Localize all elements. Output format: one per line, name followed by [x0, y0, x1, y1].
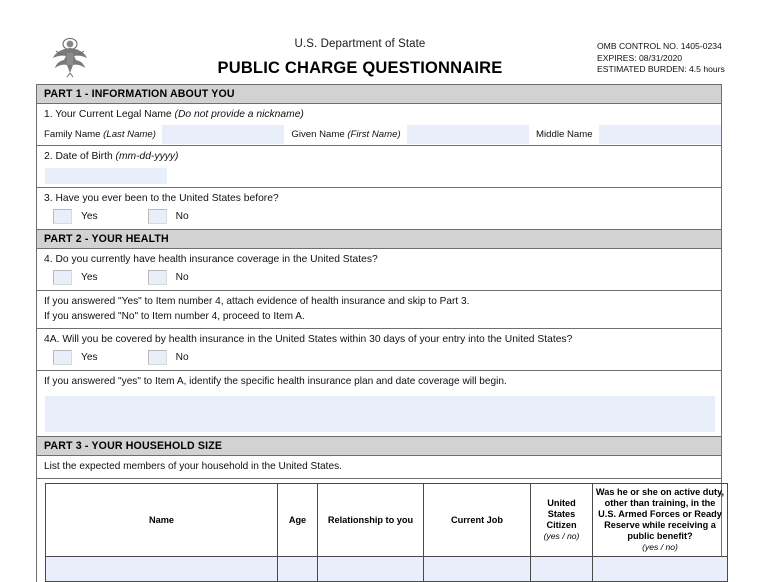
question-4a-no-label: No	[175, 352, 189, 363]
question-3-yes-label: Yes	[81, 211, 98, 222]
question-1-label	[37, 104, 721, 124]
date-format-hint: (mm-dd-yyyy)	[115, 151, 179, 162]
item-a-instructions: If you answered "yes" to Item A, identify the specific health insurance plan and date coverage will begin.	[44, 376, 507, 387]
questionnaire-form	[36, 84, 725, 582]
document-header	[0, 0, 768, 84]
question-4-instructions	[37, 291, 721, 328]
agency-name: U.S. Department of State	[294, 38, 426, 50]
question-4-yes-checkbox[interactable]	[53, 270, 72, 285]
part-3-instruction-row	[37, 456, 721, 480]
middle-name-label: Middle Name	[536, 129, 593, 140]
cell-name[interactable]	[46, 557, 278, 582]
column-header-us-citizen: United States Citizen (yes / no)	[531, 484, 593, 557]
given-name-input[interactable]	[407, 125, 529, 144]
cell-relationship[interactable]	[318, 557, 424, 582]
instruction-no: If you answered "No" to Item number 4, proceed to Item A.	[44, 310, 305, 322]
header-title-block	[150, 38, 570, 78]
family-name-input[interactable]	[162, 125, 284, 144]
household-instruction: List the expected members of your household in the United States.	[44, 460, 342, 472]
omb-control-number: OMB CONTROL NO. 1405-0234	[597, 41, 722, 51]
omb-info-block	[597, 41, 725, 76]
question-2-row	[37, 146, 721, 188]
question-3-no-checkbox[interactable]	[148, 209, 167, 224]
table-header-row	[46, 484, 728, 557]
item-a-detail-row	[37, 371, 721, 437]
question-4-row	[37, 249, 721, 291]
question-2-text: 2. Date of Birth	[44, 151, 116, 162]
cell-military-service[interactable]	[593, 557, 728, 582]
middle-name-input[interactable]	[599, 125, 721, 144]
omb-expiration: EXPIRES: 08/31/2020	[597, 52, 683, 63]
omb-estimated-burden: ESTIMATED BURDEN: 4.5 hours	[597, 64, 725, 75]
question-3-answers	[37, 208, 721, 229]
page-title: PUBLIC CHARGE QUESTIONNAIRE	[217, 59, 503, 77]
question-4a-yes-checkbox[interactable]	[53, 350, 72, 365]
household-table-wrapper	[37, 479, 725, 582]
cell-current-job[interactable]	[424, 557, 531, 582]
legal-name-fields	[37, 124, 721, 145]
column-header-military-service: Was he or she on active duty, other than training, in the U.S. Armed Forces or Ready Reserve while receiving a public benefit? (yes / no)	[593, 484, 728, 557]
question-2-label	[37, 146, 721, 166]
family-name-label: Family Name (Last Name)	[44, 129, 156, 140]
question-4-label: 4. Do you currently have health insurance coverage in the United States?	[44, 254, 378, 265]
question-3-label: 3. Have you ever been to the United States before?	[44, 193, 279, 204]
cell-age[interactable]	[278, 557, 318, 582]
table-row	[46, 557, 728, 582]
part-2-header: PART 2 - YOUR HEALTH	[37, 230, 721, 249]
question-4-instructions-row	[37, 291, 721, 329]
question-4a-no-checkbox[interactable]	[148, 350, 167, 365]
part-3-header: PART 3 - YOUR HOUSEHOLD SIZE	[37, 437, 721, 456]
question-4a-yes-label: Yes	[81, 352, 98, 363]
question-4a-row	[37, 329, 721, 371]
question-3-no-label: No	[175, 211, 189, 222]
date-of-birth-input[interactable]	[45, 168, 167, 184]
question-3-yes-checkbox[interactable]	[53, 209, 72, 224]
column-header-relationship: Relationship to you	[318, 484, 424, 557]
question-4-answers	[37, 269, 721, 290]
part-1-header: PART 1 - INFORMATION ABOUT YOU	[37, 85, 721, 104]
column-header-current-job: Current Job	[424, 484, 531, 557]
question-4-yes-label: Yes	[81, 272, 98, 283]
question-3-row	[37, 188, 721, 230]
table-body	[46, 557, 728, 582]
question-4-no-label: No	[175, 272, 189, 283]
column-header-age: Age	[278, 484, 318, 557]
insurance-plan-textarea[interactable]	[45, 396, 715, 432]
instruction-yes: If you answered "Yes" to Item number 4, attach evidence of health insurance and skip to Part 3.	[44, 296, 470, 307]
household-members-table	[45, 483, 728, 582]
question-4a-answers	[37, 349, 721, 370]
question-1-hint: (Do not provide a nickname)	[174, 109, 304, 120]
cell-us-citizen[interactable]	[531, 557, 593, 582]
question-4-no-checkbox[interactable]	[148, 270, 167, 285]
question-1-row	[37, 104, 721, 146]
given-name-label: Given Name (First Name)	[291, 129, 401, 140]
question-4a-label: 4A. Will you be covered by health insurance in the United States within 30 days of your entry into the United States?	[44, 334, 573, 345]
us-department-of-state-seal-icon	[48, 33, 92, 79]
question-1-text: 1. Your Current Legal Name	[44, 109, 175, 120]
column-header-name: Name	[46, 484, 278, 557]
